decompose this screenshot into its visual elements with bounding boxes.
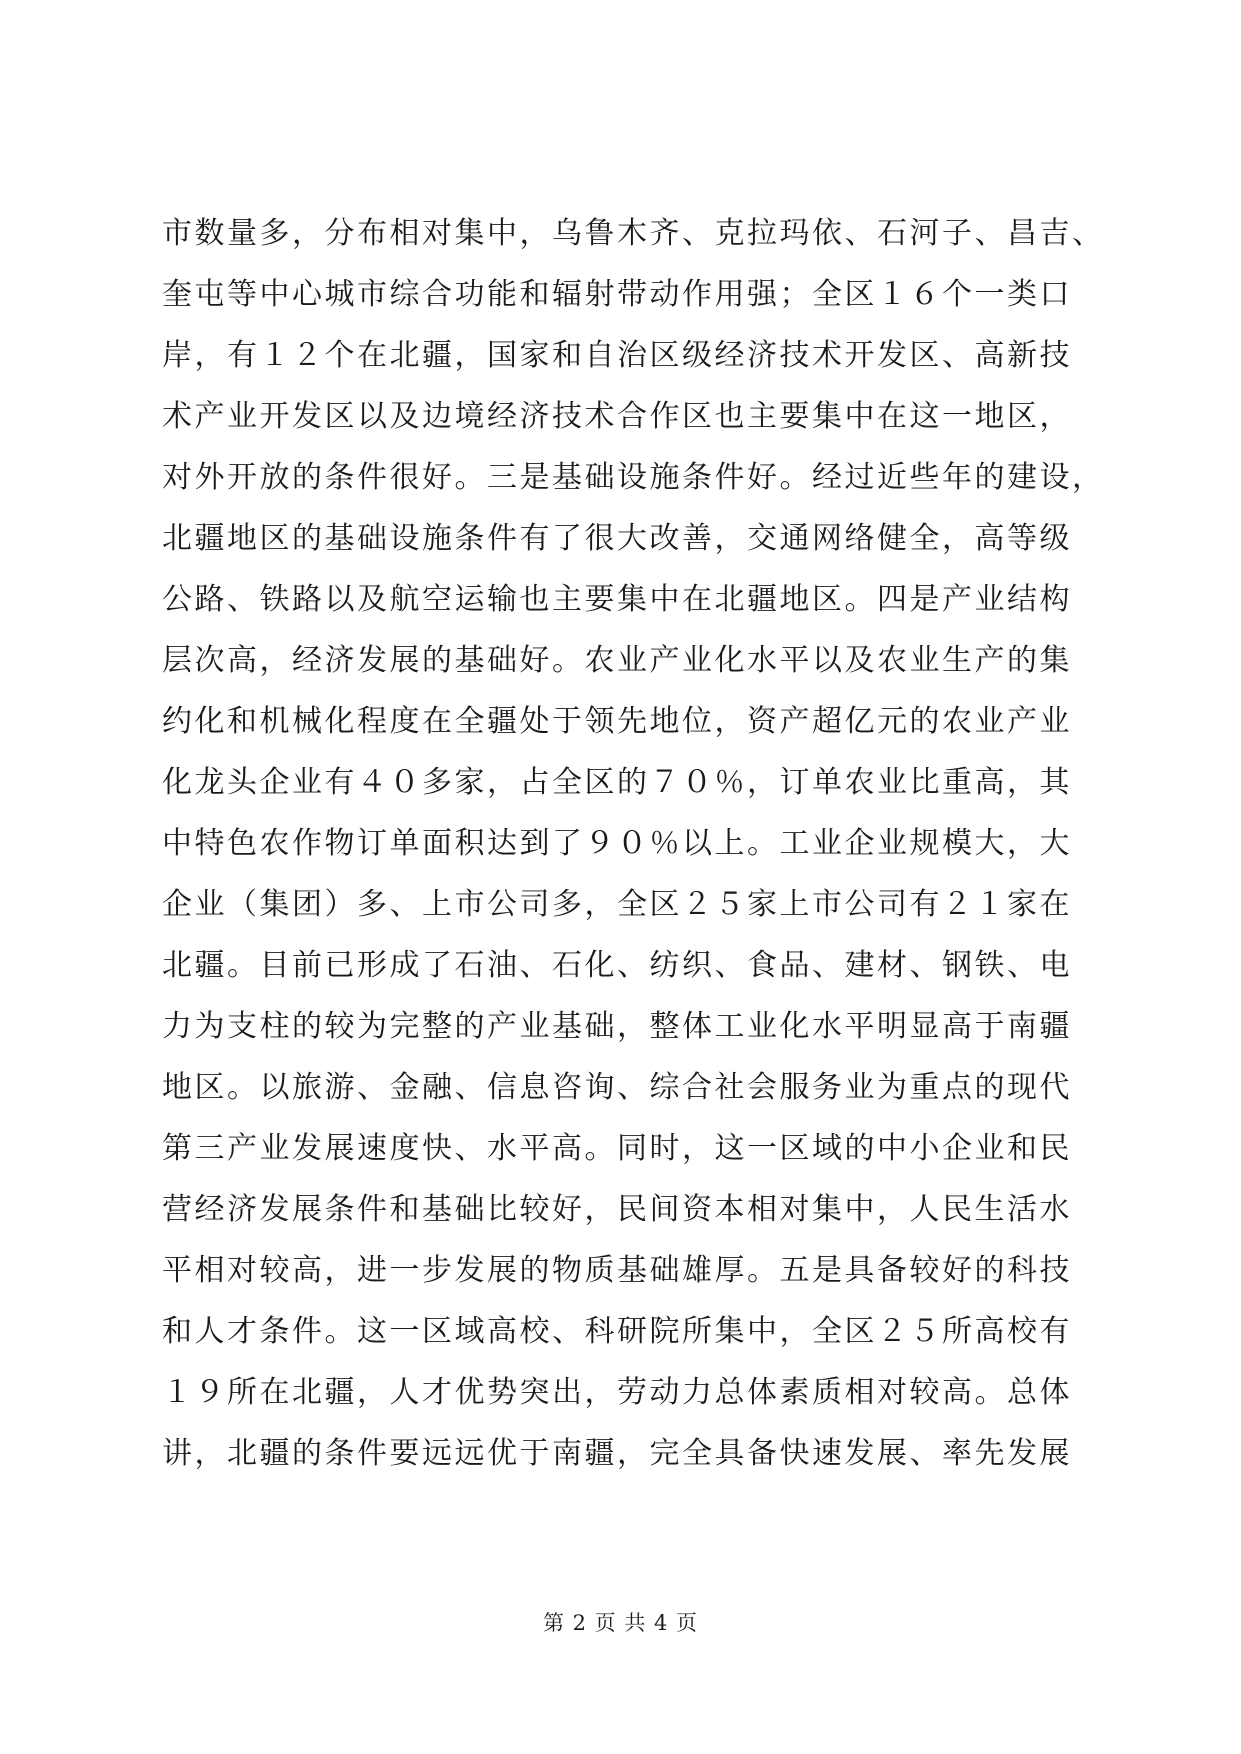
text-line: 对外开放的条件很好。三是基础设施条件好。经过近些年的建设， bbox=[162, 460, 1105, 495]
text-line: 力为支柱的较为完整的产业基础，整体工业化水平明显高于南疆 bbox=[162, 1009, 1072, 1044]
text-line: 营经济发展条件和基础比较好，民间资本相对集中，人民生活水 bbox=[162, 1192, 1072, 1227]
text-line: １９所在北疆，人才优势突出，劳动力总体素质相对较高。总体 bbox=[162, 1375, 1072, 1410]
body-text bbox=[162, 203, 1105, 1484]
text-line: 化龙头企业有４０多家，占全区的７０％，订单农业比重高，其 bbox=[162, 765, 1072, 800]
page-footer: 第 2 页 共 4 页 bbox=[542, 1611, 699, 1635]
text-line: 北疆。目前已形成了石油、石化、纺织、食品、建材、钢铁、电 bbox=[162, 948, 1072, 983]
text-line: 层次高，经济发展的基础好。农业产业化水平以及农业生产的集 bbox=[162, 643, 1072, 678]
text-line: 企业（集团）多、上市公司多，全区２５家上市公司有２１家在 bbox=[162, 887, 1072, 922]
text-line: 讲，北疆的条件要远远优于南疆，完全具备快速发展、率先发展 bbox=[162, 1436, 1072, 1471]
text-line: 平相对较高，进一步发展的物质基础雄厚。五是具备较好的科技 bbox=[162, 1253, 1072, 1288]
text-line: 奎屯等中心城市综合功能和辐射带动作用强；全区１６个一类口 bbox=[162, 277, 1072, 312]
text-line: 第三产业发展速度快、水平高。同时，这一区域的中小企业和民 bbox=[162, 1131, 1072, 1166]
text-line: 术产业开发区以及边境经济技术合作区也主要集中在这一地区， bbox=[162, 399, 1072, 434]
text-line: 地区。以旅游、金融、信息咨询、综合社会服务业为重点的现代 bbox=[162, 1070, 1072, 1105]
text-line: 北疆地区的基础设施条件有了很大改善，交通网络健全，高等级 bbox=[162, 521, 1072, 556]
text-line: 中特色农作物订单面积达到了９０％以上。工业企业规模大，大 bbox=[162, 826, 1072, 861]
text-line: 公路、铁路以及航空运输也主要集中在北疆地区。四是产业结构 bbox=[162, 582, 1072, 617]
text-line: 和人才条件。这一区域高校、科研院所集中，全区２５所高校有 bbox=[162, 1314, 1072, 1349]
text-line: 约化和机械化程度在全疆处于领先地位，资产超亿元的农业产业 bbox=[162, 704, 1072, 739]
text-line: 岸，有１２个在北疆，国家和自治区级经济技术开发区、高新技 bbox=[162, 338, 1072, 373]
text-line: 市数量多，分布相对集中，乌鲁木齐、克拉玛依、石河子、昌吉、 bbox=[162, 216, 1105, 251]
